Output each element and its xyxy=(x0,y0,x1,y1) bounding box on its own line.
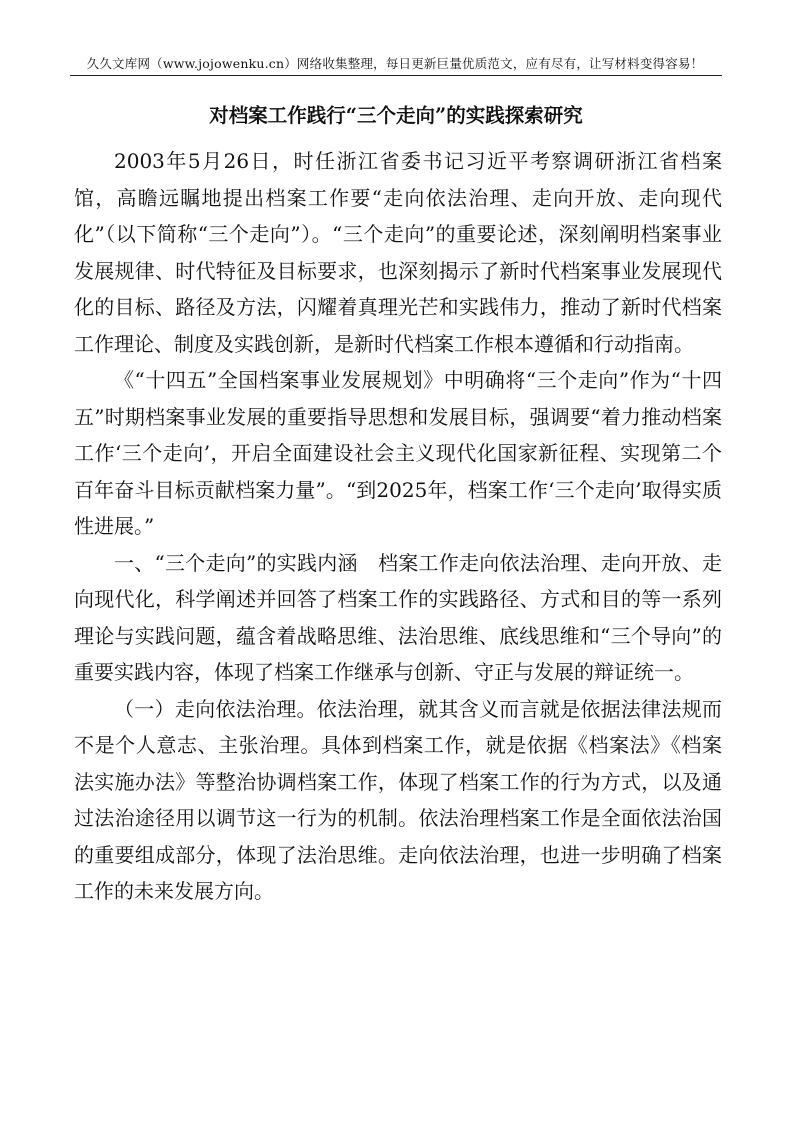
header-divider xyxy=(70,75,722,76)
paragraph-1: 2003年5月26日，时任浙江省委书记习近平考察调研浙江省档案馆，高瞻远瞩地提出档案工作要“走向依法治理、走向开放、走向现代化”（以下简称“三个走向”）。“三个走向”的重要论述，深刻阐明档案事业发展规律、时代特征及目标要求，也深刻揭示了新时代档案事业发展现代化的目标、路径及方法，闪耀着真理光芒和实践伟力，推动了新时代档案工作理论、制度及实践创新，是新时代档案工作根本遵循和行动指南。 xyxy=(74,149,722,356)
document-title: 对档案工作践行“三个走向”的实践探索研究 xyxy=(209,104,583,127)
document-body xyxy=(74,143,722,910)
paragraph-2: 《“十四五”全国档案事业发展规划》中明确将“三个走向”作为“十四五”时期档案事业发展的重要指导思想和发展目标，强调要“着力推动档案工作‘三个走向’，开启全面建设社会主义现代化国家新征程、实现第二个百年奋斗目标贡献档案力量”。“到2025年，档案工作‘三个走向’取得实质性进展。” xyxy=(74,368,722,538)
paragraph-4: （一）走向依法治理。依法治理，就其含义而言就是依据法律法规而不是个人意志、主张治理。具体到档案工作，就是依据《档案法》《档案法实施办法》等整治协调档案工作，体现了档案工作的行为方式，以及通过法治途径用以调节这一行为的机制。依法治理档案工作是全面依法治国的重要组成部分，体现了法治思维。走向依法治理，也进一步明确了档案工作的未来发展方向。 xyxy=(74,696,722,903)
page-header: 久久文库网（www.jojowenku.cn）网络收集整理，每日更新巨量优质范文，应有尽有，让写材料变得容易！ xyxy=(86,56,704,71)
paragraph-3: 一、“三个走向”的实践内涵 档案工作走向依法治理、走向开放、走向现代化，科学阐述并回答了档案工作的实践路径、方式和目的等一系列理论与实践问题，蕴含着战略思维、法治思维、底线思维和“三个导向”的重要实践内容，体现了档案工作继承与创新、守正与发展的辩证统一。 xyxy=(74,550,722,684)
